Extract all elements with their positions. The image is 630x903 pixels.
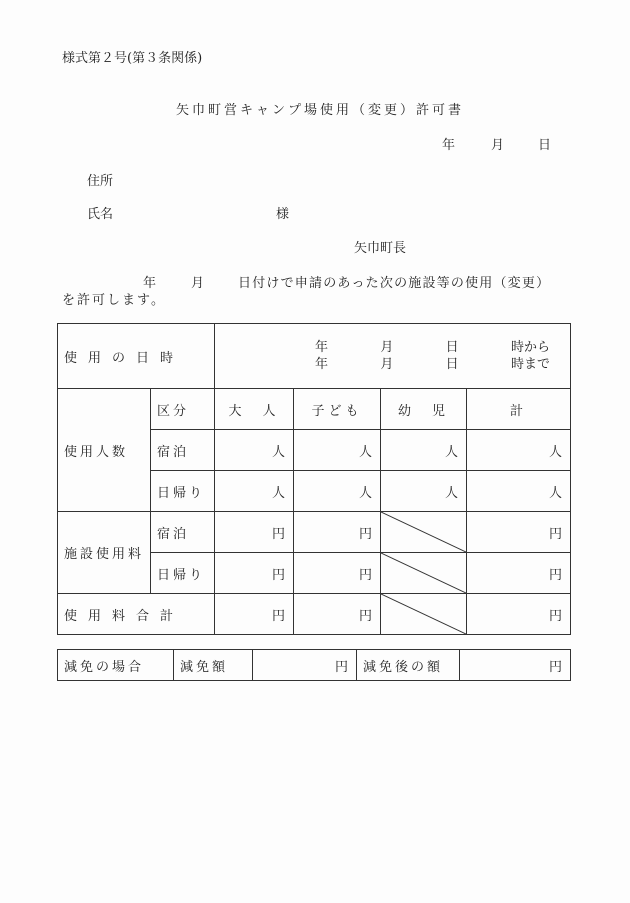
fee-daytrip-total: 円: [467, 553, 571, 594]
from-suffix: 時から: [511, 340, 551, 355]
people-overnight-adult: 人: [215, 430, 294, 471]
usage-period-label: 使用の日時: [58, 324, 215, 389]
usage-period-value: [215, 324, 571, 389]
body-month: 月: [191, 276, 205, 291]
name-label: 氏名: [87, 207, 114, 222]
fee-overnight-label: 宿泊: [151, 512, 215, 553]
discount-row: [58, 650, 571, 681]
people-daytrip-child: 人: [294, 471, 381, 512]
people-daytrip-infant: 人: [381, 471, 467, 512]
people-label: 使用人数: [58, 389, 151, 512]
from-month: 月: [380, 340, 394, 355]
document-title: 矢巾町営キャンプ場使用（変更）許可書: [176, 103, 465, 118]
discount-amount-label: 減免額: [174, 650, 253, 681]
fee-daytrip-child: 円: [294, 553, 381, 594]
fee-total-sum: 円: [467, 594, 571, 635]
child-header: 子ども: [294, 389, 381, 430]
date-month: 月: [491, 138, 505, 153]
people-overnight-total: 人: [467, 430, 571, 471]
body-year: 年: [143, 276, 157, 291]
usage-period-row: [58, 324, 571, 389]
fee-total-label: 使用料合計: [58, 594, 215, 635]
people-daytrip-total: 人: [467, 471, 571, 512]
date-year: 年: [442, 138, 456, 153]
fee-total-child: 円: [294, 594, 381, 635]
period-from-line: [215, 339, 570, 356]
fee-daytrip-infant-void: [381, 553, 467, 594]
to-day: 日: [445, 357, 459, 372]
discount-after-label: 減免後の額: [357, 650, 460, 681]
adult-header: 大 人: [215, 389, 294, 430]
fee-total-adult: 円: [215, 594, 294, 635]
to-year: 年: [315, 357, 329, 372]
people-header-row: [58, 389, 571, 430]
kubun-header: 区分: [151, 389, 215, 430]
discount-case-label: 減免の場合: [58, 650, 174, 681]
total-header: 計: [467, 389, 571, 430]
people-overnight-label: 宿泊: [151, 430, 215, 471]
to-month: 月: [380, 357, 394, 372]
fee-overnight-total: 円: [467, 512, 571, 553]
body-line2: を許可します。: [62, 293, 166, 308]
infant-header: 幼 児: [381, 389, 467, 430]
fee-overnight-child: 円: [294, 512, 381, 553]
usage-table: [57, 323, 571, 635]
fee-overnight-adult: 円: [215, 512, 294, 553]
fee-daytrip-adult: 円: [215, 553, 294, 594]
people-daytrip-adult: 人: [215, 471, 294, 512]
address-label: 住所: [87, 174, 114, 189]
discount-amount-value: 円: [253, 650, 357, 681]
people-overnight-child: 人: [294, 430, 381, 471]
period-to-line: [215, 356, 570, 373]
discount-table: [57, 649, 571, 681]
people-daytrip-label: 日帰り: [151, 471, 215, 512]
fee-daytrip-label: 日帰り: [151, 553, 215, 594]
fee-total-infant-void: [381, 594, 467, 635]
form-number: 様式第２号(第３条関係): [62, 51, 203, 66]
fee-overnight-row: [58, 512, 571, 553]
issuer: 矢巾町長: [354, 241, 407, 256]
to-suffix: 時まで: [511, 357, 551, 372]
body-line1: 日付けで申請のあった次の施設等の使用（変更）: [238, 276, 551, 291]
from-year: 年: [315, 340, 329, 355]
from-day: 日: [445, 340, 459, 355]
honorific: 様: [276, 207, 290, 222]
fee-total-row: [58, 594, 571, 635]
discount-after-value: 円: [460, 650, 571, 681]
fee-label: 施設使用料: [58, 512, 151, 594]
people-overnight-infant: 人: [381, 430, 467, 471]
fee-overnight-infant-void: [381, 512, 467, 553]
date-day: 日: [538, 138, 552, 153]
